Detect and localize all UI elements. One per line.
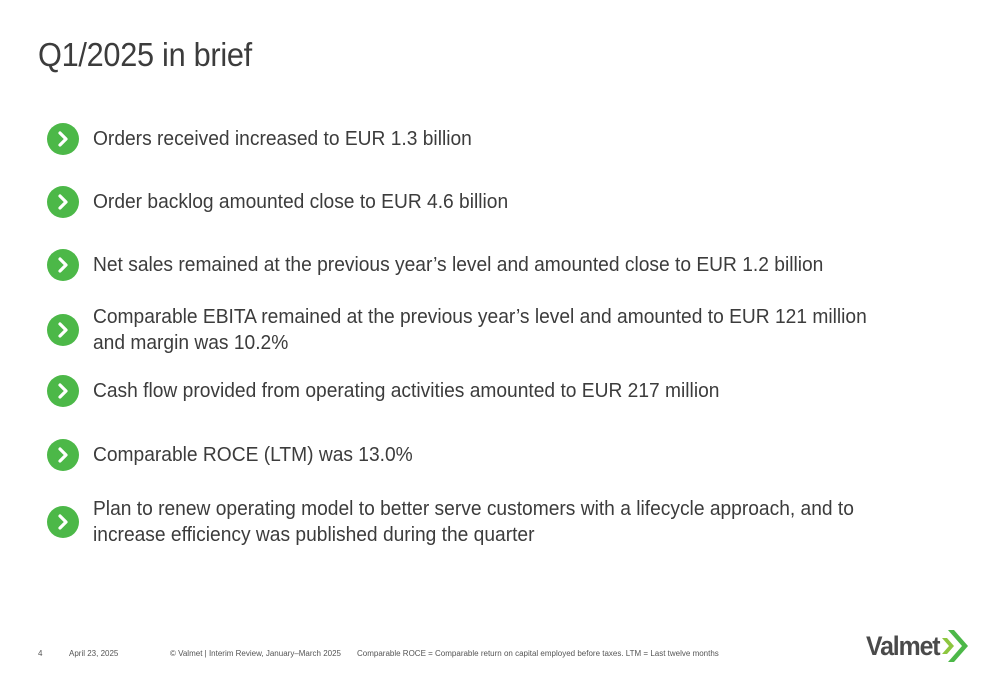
bullet-item [47, 186, 927, 218]
bullet-item [47, 496, 927, 548]
logo-text: Valmet [866, 630, 940, 661]
bullet-text: Orders received increased to EUR 1.3 billion [93, 128, 472, 150]
bullet-item [47, 375, 927, 407]
footer-note: Comparable ROCE = Comparable return on capital employed before taxes. LTM = Last twelve months [357, 649, 719, 658]
chevron-right-icon [47, 249, 79, 281]
bullet-item [47, 249, 927, 281]
bullet-text: Comparable EBITA remained at the previous year’s level and amounted to EUR 121 million and margin was 10.2% [93, 306, 867, 354]
footer-date: April 23, 2025 [69, 649, 119, 658]
bullet-text: Net sales remained at the previous year’s level and amounted close to EUR 1.2 billion [93, 254, 824, 276]
chevron-right-icon [47, 439, 79, 471]
chevron-right-icon [47, 186, 79, 218]
bullet-item [47, 304, 927, 356]
chevron-right-icon [47, 506, 79, 538]
bullet-text: Cash flow provided from operating activities amounted to EUR 217 million [93, 380, 720, 402]
logo-chevron-icon [942, 629, 972, 663]
chevron-right-icon [47, 314, 79, 346]
footer [0, 646, 1000, 666]
bullet-text: Plan to renew operating model to better serve customers with a lifecycle approach, and to increase efficiency was published during the quarter [93, 498, 854, 546]
bullet-text: Order backlog amounted close to EUR 4.6 billion [93, 191, 509, 213]
bullet-item [47, 439, 927, 471]
page-title: Q1/2025 in brief [38, 36, 252, 73]
chevron-right-icon [47, 375, 79, 407]
bullet-item [47, 123, 927, 155]
valmet-logo [866, 628, 972, 664]
page-number: 4 [38, 649, 43, 658]
chevron-right-icon [47, 123, 79, 155]
bullet-text: Comparable ROCE (LTM) was 13.0% [93, 444, 413, 466]
footer-copyright: © Valmet | Interim Review, January–March 2025 [170, 649, 342, 658]
